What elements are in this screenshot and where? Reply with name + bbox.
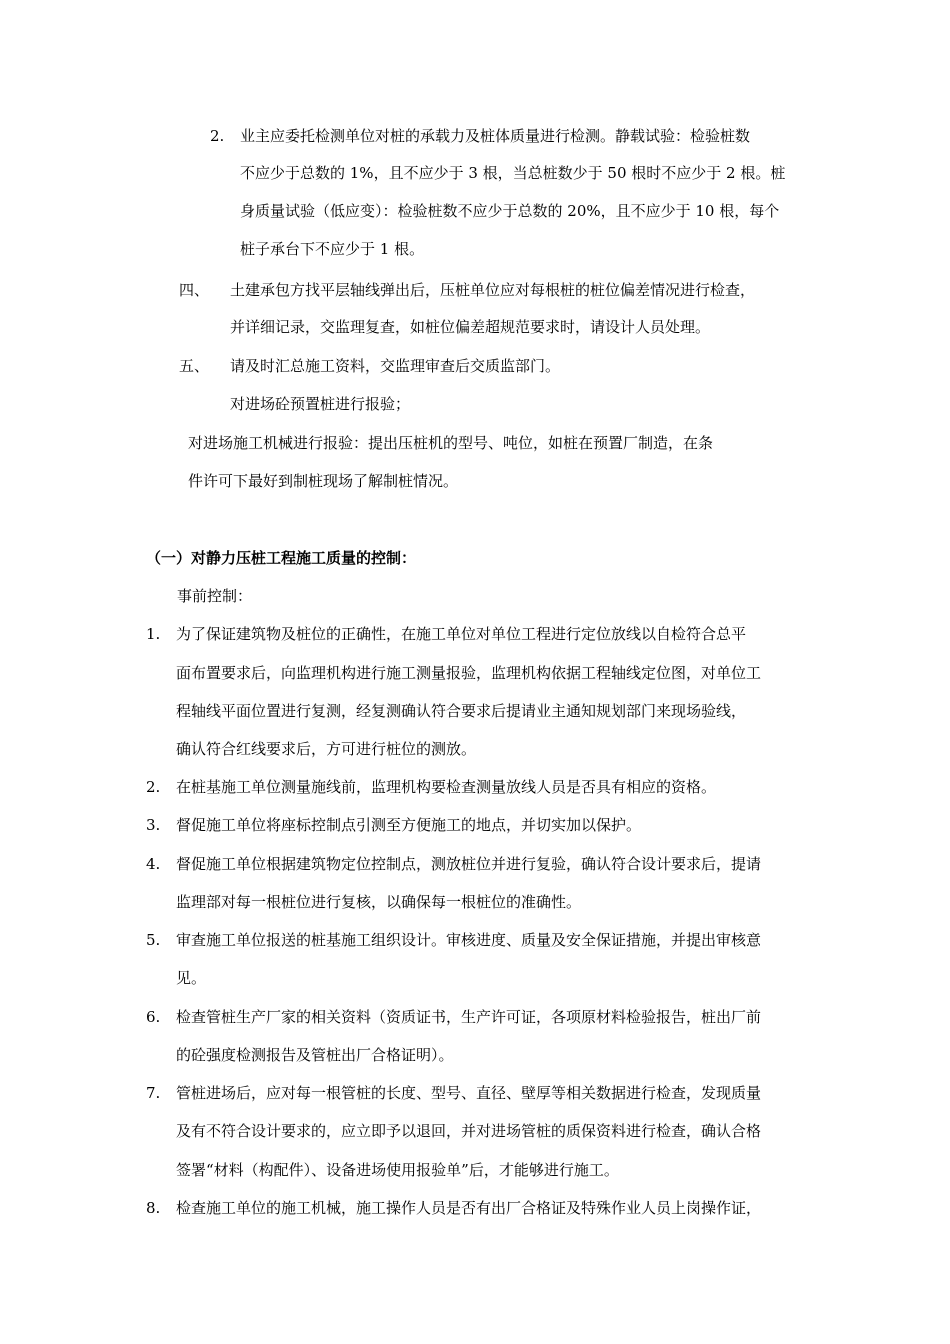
section-heading: （一）对静力压桩工程施工质量的控制： — [146, 549, 417, 567]
paragraph-line: 检查施工单位的施工机械，施工操作人员是否有出厂合格证及特殊作业人员上岗操作证， — [176, 1199, 762, 1217]
paragraph-line: 请及时汇总施工资料，交监理审查后交质监部门。 — [230, 357, 561, 375]
item-number: 7. — [146, 1084, 161, 1102]
item-number: 6. — [146, 1008, 161, 1026]
paragraph-line: 对进场施工机械进行报验：提出压桩机的型号、吨位，如桩在预置厂制造，在条 — [188, 434, 714, 452]
paragraph-line: 及有不符合设计要求的，应立即予以退回，并对进场管桩的质保资料进行检查，确认合格 — [176, 1122, 762, 1140]
paragraph-line: 件许可下最好到制桩现场了解制桩情况。 — [188, 472, 459, 490]
item-number: 4. — [146, 855, 161, 873]
paragraph-line: 为了保证建筑物及桩位的正确性，在施工单位对单位工程进行定位放线以自检符合总平 — [176, 625, 747, 643]
item-number: 五、 — [179, 357, 210, 375]
item-number: 2. — [210, 127, 225, 145]
paragraph-line: 桩子承台下不应少于 1 根。 — [240, 240, 425, 258]
item-number: 3. — [146, 816, 161, 834]
paragraph-line: 确认符合红线要求后，方可进行桩位的测放。 — [176, 740, 477, 758]
item-number: 5. — [146, 931, 161, 949]
paragraph-line: 不应少于总数的 1%，且不应少于 3 根，当总桩数少于 50 根时不应少于 2 根。桩 — [240, 164, 786, 182]
subheading: 事前控制： — [177, 587, 253, 605]
paragraph-line: 程轴线平面位置进行复测，经复测确认符合要求后提请业主通知规划部门来现场验线， — [176, 702, 747, 720]
paragraph-line: 管桩进场后，应对每一根管桩的长度、型号、直径、壁厚等相关数据进行检查，发现质量 — [176, 1084, 762, 1102]
paragraph-line: 身质量试验（低应变）：检验桩数不应少于总数的 20%，且不应少于 10 根，每个 — [240, 202, 780, 220]
item-number: 四、 — [179, 281, 210, 299]
paragraph-line: 签署“材料（构配件）、设备进场使用报验单”后，才能够进行施工。 — [176, 1161, 619, 1179]
item-number: 1. — [146, 625, 161, 643]
paragraph-line: 监理部对每一根桩位进行复核，以确保每一根桩位的准确性。 — [176, 893, 582, 911]
paragraph-line: 业主应委托检测单位对桩的承载力及桩体质量进行检测。静载试验：检验桩数 — [240, 127, 751, 145]
paragraph-line: 面布置要求后，向监理机构进行施工测量报验，监理机构依据工程轴线定位图，对单位工 — [176, 664, 762, 682]
paragraph-line: 检查管桩生产厂家的相关资料（资质证书，生产许可证，各项原材料检验报告，桩出厂前 — [176, 1008, 762, 1026]
paragraph-line: 在桩基施工单位测量施线前，监理机构要检查测量放线人员是否具有相应的资格。 — [176, 778, 717, 796]
item-number: 8. — [146, 1199, 161, 1217]
paragraph-line: 的砼强度检测报告及管桩出厂合格证明）。 — [176, 1046, 454, 1064]
item-number: 2. — [146, 778, 161, 796]
paragraph-line: 督促施工单位根据建筑物定位控制点，测放桩位并进行复验，确认符合设计要求后，提请 — [176, 855, 762, 873]
paragraph-line: 土建承包方找平层轴线弹出后，压桩单位应对每根桩的桩位偏差情况进行检查， — [230, 281, 756, 299]
paragraph-line: 并详细记录，交监理复查，如桩位偏差超规范要求时，请设计人员处理。 — [230, 318, 711, 336]
paragraph-line: 对进场砼预置桩进行报验； — [230, 395, 411, 413]
paragraph-line: 见。 — [176, 969, 207, 987]
paragraph-line: 督促施工单位将座标控制点引测至方便施工的地点，并切实加以保护。 — [176, 816, 642, 834]
paragraph-line: 审查施工单位报送的桩基施工组织设计。审核进度、质量及安全保证措施，并提出审核意 — [176, 931, 762, 949]
